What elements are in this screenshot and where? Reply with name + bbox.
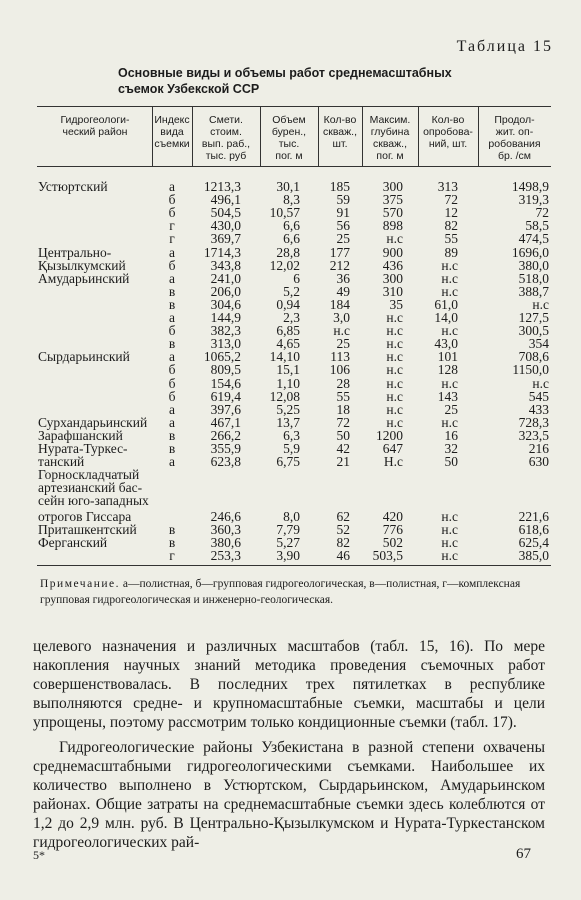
cell-cost: 467,1: [210, 414, 241, 430]
cell-cost: 144,9: [210, 310, 241, 325]
cell-index: а: [169, 454, 175, 470]
cell-wells: 59: [336, 192, 350, 208]
cell-index: в: [168, 283, 176, 299]
cell-depth: 300: [382, 270, 403, 286]
table-label: Таблица 15: [456, 38, 553, 55]
cell-depth: 898: [382, 218, 403, 234]
cell-cost: 623,8: [210, 454, 241, 470]
cell-tests: 12: [444, 205, 458, 221]
column-header-line: жит. оп-: [495, 126, 534, 138]
cell-region: Зарафшанский: [38, 427, 123, 443]
column-header-line: Объем: [272, 114, 306, 126]
cell-wells: 25: [336, 336, 350, 352]
cell-cost: 1714,3: [203, 244, 241, 260]
table-title-line-1: Основные виды и объемы работ среднемасштабных: [118, 66, 452, 80]
cell-drill: 4,65: [276, 336, 300, 352]
cell-duration: 728,3: [518, 414, 549, 430]
cell-duration: 545: [528, 388, 549, 404]
column-header-line: пог. м: [275, 150, 303, 162]
cell-duration: 630: [528, 454, 549, 470]
cell-depth: н.с: [386, 375, 403, 391]
cell-duration: 216: [528, 441, 549, 456]
cell-depth: н.с: [386, 323, 403, 339]
cell-index: в: [168, 441, 176, 456]
cell-duration: 300,5: [518, 323, 549, 339]
cell-drill: 12,08: [269, 388, 300, 404]
column-header-line: шт.: [332, 138, 348, 150]
cell-cost: 382,3: [210, 323, 241, 339]
column-header-line: вып. раб.,: [201, 138, 251, 150]
cell-tests: 55: [444, 231, 458, 247]
column-header: [152, 114, 192, 150]
cell-wells: 91: [336, 205, 350, 221]
cell-region: Приташкентский: [38, 521, 137, 537]
cell-region: танский: [38, 454, 85, 470]
cell-cost: 809,5: [210, 362, 241, 378]
cell-depth: н.с: [386, 414, 403, 430]
cell-index: в: [168, 534, 176, 550]
cell-drill: 5,9: [283, 441, 300, 456]
cell-drill: 8,0: [283, 508, 300, 524]
cell-wells: 18: [336, 401, 350, 417]
cell-duration: 323,5: [518, 427, 549, 443]
cell-tests: н.с: [441, 547, 458, 563]
cell-wells: 25: [336, 231, 350, 247]
column-header-line: тыс.: [278, 138, 300, 150]
column-header-line: ческий район: [62, 126, 128, 138]
cell-wells: 184: [329, 296, 350, 312]
cell-duration: н.с: [532, 296, 549, 312]
table-bottom-rule: [37, 565, 551, 566]
column-header-line: ний, шт.: [428, 138, 468, 150]
cell-drill: 28,8: [276, 244, 300, 260]
cell-tests: 143: [437, 388, 458, 404]
table-header-rule: [37, 166, 551, 167]
cell-drill: 2,3: [283, 310, 300, 325]
column-header-line: Кол-во: [323, 114, 357, 126]
cell-tests: 16: [444, 427, 458, 443]
cell-duration: 72: [535, 205, 549, 221]
cell-cost: 360,3: [210, 521, 241, 537]
column-header: [318, 114, 362, 150]
cell-drill: 30,1: [276, 179, 300, 194]
cell-region: Амударьинский: [38, 270, 130, 286]
cell-drill: 14,10: [269, 349, 300, 365]
cell-tests: 50: [444, 454, 458, 470]
cell-tests: 82: [444, 218, 458, 234]
column-header-line: съемки: [154, 138, 190, 150]
column-header-line: скваж.,: [372, 138, 407, 150]
cell-wells: 212: [329, 257, 350, 273]
cell-duration: 380,0: [518, 257, 549, 273]
cell-depth: 310: [382, 283, 403, 299]
cell-index: а: [169, 310, 175, 325]
cell-region: Центрально-: [38, 244, 112, 260]
cell-tests: н.с: [441, 323, 458, 339]
table-title-line-2: съемок Узбекской ССР: [118, 82, 260, 96]
cell-tests: 72: [444, 192, 458, 208]
cell-index: г: [169, 231, 175, 247]
cell-depth: 900: [382, 244, 403, 260]
cell-index: а: [169, 270, 175, 286]
cell-duration: 433: [528, 401, 549, 417]
column-header: [362, 114, 418, 162]
cell-depth: н.с: [386, 388, 403, 404]
cell-region: сейн юго-западных: [38, 493, 149, 509]
cell-index: б: [168, 362, 176, 378]
cell-depth: н.с: [386, 310, 403, 325]
cell-cost: 246,6: [210, 508, 241, 524]
cell-region: артезианский бас-: [38, 480, 143, 496]
cell-index: г: [169, 218, 175, 234]
cell-drill: 6,6: [283, 231, 300, 247]
cell-depth: 420: [382, 508, 403, 524]
cell-drill: 3,90: [276, 547, 300, 563]
column-header-line: бр. /см: [497, 150, 532, 162]
cell-region: Горноскладчатый: [38, 467, 140, 483]
cell-cost: 313,0: [210, 336, 241, 352]
cell-cost: 496,1: [210, 192, 241, 208]
cell-duration: 354: [528, 336, 549, 352]
cell-tests: н.с: [441, 508, 458, 524]
column-header-line: Кол-во: [431, 114, 465, 126]
cell-index: а: [169, 244, 175, 260]
column-header-line: тыс. руб: [205, 150, 247, 162]
cell-drill: 15,1: [276, 362, 300, 378]
cell-index: в: [168, 336, 176, 352]
cell-index: в: [168, 521, 176, 537]
cell-depth: 502: [382, 534, 403, 550]
cell-duration: 1498,9: [511, 179, 549, 194]
cell-cost: 253,3: [210, 547, 241, 563]
cell-wells: 185: [329, 179, 350, 194]
cell-wells: 49: [336, 283, 350, 299]
cell-cost: 266,2: [210, 427, 241, 443]
column-header-line: бурен.,: [271, 126, 307, 138]
column-header-line: вида: [160, 126, 184, 138]
cell-cost: 1065,2: [203, 349, 241, 365]
cell-cost: 619,4: [210, 388, 241, 404]
column-header-line: Индекс: [154, 114, 190, 126]
column-header: [38, 114, 152, 138]
cell-wells: н.с: [333, 323, 350, 339]
cell-depth: н.с: [386, 336, 403, 352]
cell-depth: 300: [382, 179, 403, 194]
cell-tests: 43,0: [434, 336, 458, 352]
cell-cost: 397,6: [210, 401, 241, 417]
cell-wells: 113: [330, 349, 350, 365]
cell-drill: 5,25: [276, 401, 300, 417]
cell-index: а: [169, 349, 175, 365]
cell-duration: 388,7: [518, 283, 549, 299]
cell-region: Ферганский: [38, 534, 108, 550]
cell-wells: 3,0: [333, 310, 350, 325]
cell-drill: 6: [293, 270, 300, 286]
column-header: [478, 114, 551, 162]
cell-wells: 55: [336, 388, 350, 404]
table-note: [40, 576, 550, 608]
column-header-line: пог. м: [376, 150, 404, 162]
cell-tests: н.с: [441, 534, 458, 550]
cell-region: Устюртский: [38, 179, 108, 194]
cell-tests: н.с: [441, 375, 458, 391]
column-header-line: Продол-: [494, 114, 535, 126]
cell-duration: 518,0: [518, 270, 549, 286]
cell-tests: 61,0: [434, 296, 458, 312]
cell-wells: 56: [336, 218, 350, 234]
cell-cost: 154,6: [210, 375, 241, 391]
cell-cost: 343,8: [210, 257, 241, 273]
cell-tests: 14,0: [434, 310, 458, 325]
cell-tests: 313: [437, 179, 458, 194]
cell-region: Нурата-Туркес-: [38, 441, 128, 456]
cell-region: Сурхандарьинский: [38, 414, 148, 430]
cell-index: б: [168, 192, 176, 208]
page-number: 67: [516, 846, 531, 862]
cell-drill: 6,75: [276, 454, 300, 470]
cell-duration: 127,5: [518, 310, 549, 325]
cell-index: г: [169, 547, 175, 563]
cell-cost: 1213,3: [203, 179, 241, 194]
cell-index: в: [168, 427, 176, 443]
column-header-line: Максим.: [369, 114, 411, 126]
cell-cost: 380,6: [210, 534, 241, 550]
cell-drill: 13,7: [276, 414, 300, 430]
cell-wells: 46: [336, 547, 350, 563]
cell-region: Сырдарьинский: [38, 349, 130, 365]
cell-index: б: [168, 257, 176, 273]
cell-drill: 7,79: [276, 521, 300, 537]
cell-drill: 5,2: [283, 283, 300, 299]
cell-duration: 1150,0: [512, 362, 549, 378]
cell-wells: 42: [336, 441, 350, 456]
cell-index: в: [168, 296, 176, 312]
cell-depth: 647: [382, 441, 403, 456]
body-paragraph-2: Гидрогеологические районы Узбекистана в разной степени охвачены среднемасштабными гидрогеологическими съемками. Наибольшее их количество выполнено в Устюртском, Сырдарьинском, Амударьинском районах. Общие затраты на среднемасштабные съемки здесь колеблются от 1,2 до 2,9 млн. руб. В Центрально-Қызылкумском и Нурата-Туркестанском гидрогеологических рай-: [33, 739, 545, 851]
cell-wells: 62: [336, 508, 350, 524]
cell-duration: 58,5: [525, 218, 549, 234]
cell-depth: н.с: [386, 401, 403, 417]
cell-index: б: [168, 388, 176, 404]
cell-drill: 6,85: [276, 323, 300, 339]
cell-index: б: [168, 375, 176, 391]
cell-duration: 625,4: [518, 534, 549, 550]
cell-depth: 776: [382, 521, 403, 537]
cell-drill: 6,3: [283, 427, 300, 443]
column-header-line: робования: [488, 138, 541, 150]
cell-index: б: [168, 205, 176, 221]
cell-tests: 128: [437, 362, 458, 378]
column-header: [418, 114, 478, 150]
cell-depth: 503,5: [372, 547, 403, 563]
cell-depth: н.с: [386, 349, 403, 365]
cell-index: а: [169, 401, 175, 417]
cell-index: а: [169, 414, 175, 430]
cell-tests: н.с: [441, 257, 458, 273]
cell-cost: 355,9: [210, 441, 241, 456]
cell-cost: 504,5: [210, 205, 241, 221]
cell-tests: 89: [444, 244, 458, 260]
cell-depth: Н.с: [383, 454, 403, 470]
cell-depth: 436: [382, 257, 403, 273]
footer-signature-mark: 5*: [33, 848, 45, 862]
cell-depth: 1200: [376, 427, 403, 443]
cell-wells: 82: [336, 534, 350, 550]
column-header-line: глубина: [370, 126, 410, 138]
cell-duration: 385,0: [518, 547, 549, 563]
cell-wells: 72: [336, 414, 350, 430]
cell-wells: 50: [336, 427, 350, 443]
cell-drill: 10,57: [269, 205, 300, 221]
cell-duration: 319,3: [518, 192, 549, 208]
note-text: а—полистная, б—групповая гидрогеологическая, в—полистная, г—комплексная групповая гидрогеологическая и инженерно-геологическая.: [40, 578, 521, 606]
column-header-line: скваж.,: [322, 126, 357, 138]
cell-depth: 375: [382, 192, 403, 208]
cell-drill: 0,94: [276, 296, 300, 312]
cell-duration: 474,5: [518, 231, 549, 247]
cell-tests: н.с: [441, 270, 458, 286]
cell-drill: 12,02: [269, 257, 300, 273]
column-header: [260, 114, 318, 162]
cell-tests: н.с: [441, 283, 458, 299]
cell-wells: 36: [336, 270, 350, 286]
cell-tests: н.с: [441, 521, 458, 537]
note-label: Примечание.: [40, 578, 120, 590]
cell-wells: 28: [336, 375, 350, 391]
cell-drill: 1,10: [276, 375, 300, 391]
cell-cost: 241,0: [210, 270, 241, 286]
cell-tests: 101: [437, 349, 458, 365]
cell-index: а: [169, 179, 175, 194]
column-header-line: стоим.: [210, 126, 242, 138]
cell-depth: н.с: [386, 231, 403, 247]
body-paragraph-1: целевого назначения и различных масштабов (табл. 15, 16). По мере накопления научных знаний методика проведения съемочных работ совершенствовалась. В последних трех пятилетках в республике выполняются средне- и крупномасштабные съемки, масштабы и цели упрощены, поэтому рассмотрим только кондиционные съемки (табл. 17).: [33, 638, 545, 731]
cell-cost: 369,7: [210, 231, 241, 247]
cell-duration: 618,6: [518, 521, 549, 537]
cell-depth: 570: [382, 205, 403, 221]
column-header-line: опробова-: [423, 126, 473, 138]
cell-region: Қызылкумский: [38, 257, 126, 273]
cell-index: б: [168, 323, 176, 339]
cell-region: отрогов Гиссара: [38, 508, 132, 524]
cell-duration: 708,6: [518, 349, 549, 365]
cell-wells: 21: [336, 454, 350, 470]
cell-cost: 430,0: [210, 218, 241, 234]
cell-drill: 5,27: [276, 534, 300, 550]
cell-duration: 1696,0: [511, 244, 549, 260]
column-header: [192, 114, 260, 162]
cell-wells: 106: [329, 362, 350, 378]
cell-tests: 32: [444, 441, 458, 456]
cell-drill: 6,6: [283, 218, 300, 234]
cell-cost: 304,6: [210, 296, 241, 312]
cell-duration: н.с: [532, 375, 549, 391]
column-header-line: Смети.: [209, 114, 243, 126]
table-top-rule: [37, 106, 551, 107]
cell-cost: 206,0: [210, 283, 241, 299]
cell-depth: 35: [389, 296, 403, 312]
cell-wells: 177: [329, 244, 350, 260]
cell-tests: н.с: [441, 414, 458, 430]
cell-wells: 52: [336, 521, 350, 537]
cell-drill: 8,3: [283, 192, 300, 208]
cell-depth: н.с: [386, 362, 403, 378]
column-header-line: Гидрогеологи-: [60, 114, 130, 126]
cell-duration: 221,6: [518, 508, 549, 524]
cell-tests: 25: [444, 401, 458, 417]
